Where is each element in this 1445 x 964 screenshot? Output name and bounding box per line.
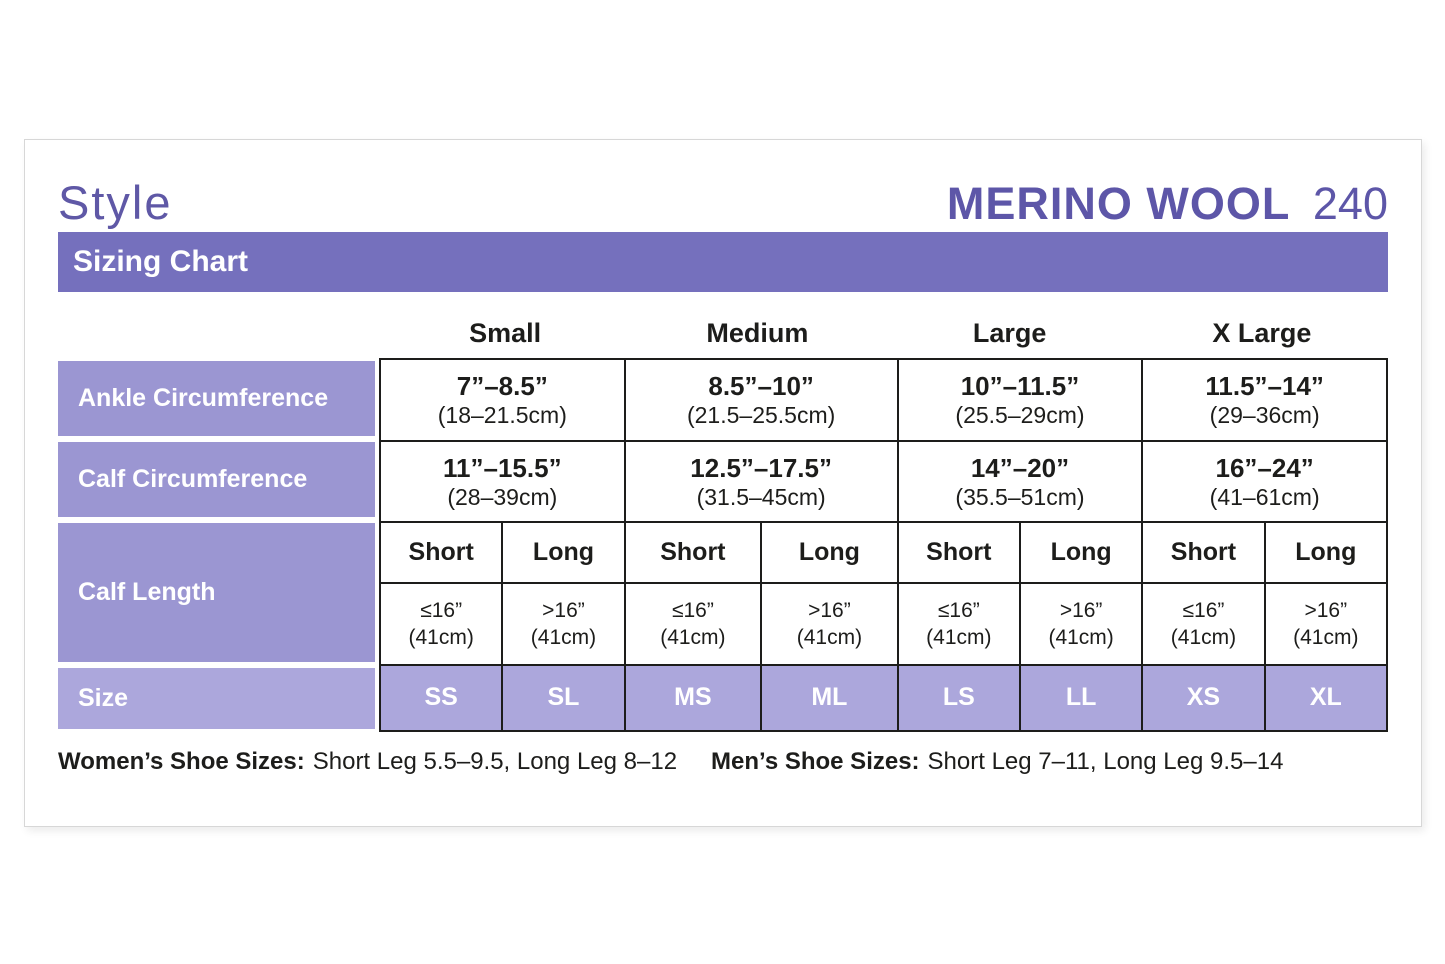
ankle-cell-large	[898, 359, 1143, 441]
brand-name: MERINO WOOL	[946, 178, 1291, 229]
shoe-sizes-footnote	[58, 748, 1388, 776]
size-code-cell: LS	[898, 665, 1020, 731]
size-code-cell: SS	[380, 665, 502, 731]
ankle-inches-x-large: 11.5”–14”	[1205, 370, 1324, 401]
calf-cm-x-large: (41–61cm)	[1209, 483, 1320, 510]
column-header-small: Small	[469, 317, 542, 348]
size-code-cell: LL	[1020, 665, 1142, 731]
banner-title: Sizing Chart	[73, 245, 249, 278]
leg-type-cell: Short	[1142, 522, 1264, 583]
ankle-inches-medium: 8.5”–10”	[708, 370, 814, 401]
calf-inches-medium: 12.5”–17.5”	[690, 452, 832, 483]
leg-type-cell: Short	[380, 522, 502, 583]
ankle-cm-large: (25.5–29cm)	[955, 402, 1085, 429]
calf-circumference-row	[380, 441, 1387, 523]
mens-shoe-sizes-text: Short Leg 7–11, Long Leg 9.5–14	[927, 748, 1284, 775]
calf-length-cell: >16” (41cm)	[502, 583, 624, 665]
leg-type-cell: Long	[1020, 522, 1142, 583]
size-column-headers	[58, 314, 1388, 352]
ankle-cell-small	[380, 359, 625, 441]
ankle-circumference-row	[380, 359, 1387, 441]
row-label-size: Size	[58, 665, 375, 732]
calf-length-cell: >16” (41cm)	[1020, 583, 1142, 665]
leg-type-cell: Short	[625, 522, 762, 583]
ankle-cell-medium	[625, 359, 898, 441]
row-label-calf-length: Calf Length	[58, 520, 375, 665]
calf-inches-large: 14”–20”	[970, 452, 1070, 483]
calf-cell-large	[898, 441, 1143, 523]
sizing-data-table	[379, 358, 1388, 732]
calf-inches-x-large: 16”–24”	[1215, 452, 1314, 483]
header-row	[58, 164, 1388, 229]
leg-type-cell: Long	[761, 522, 898, 583]
brand-number: 240	[1312, 178, 1388, 229]
size-code-cell: XS	[1142, 665, 1264, 731]
leg-type-cell: Short	[898, 522, 1020, 583]
column-header-large: Large	[972, 317, 1047, 348]
row-label-ankle-circumference: Ankle Circumference	[58, 358, 375, 439]
column-header-x-large: X Large	[1212, 317, 1312, 348]
calf-length-values-row	[380, 583, 1387, 665]
ankle-cm-small: (18–21.5cm)	[437, 402, 567, 429]
calf-cell-x-large	[1142, 441, 1387, 523]
leg-type-cell: Long	[1265, 522, 1387, 583]
ankle-cell-x-large	[1142, 359, 1387, 441]
womens-shoe-sizes-text: Short Leg 5.5–9.5, Long Leg 8–12	[312, 748, 678, 775]
size-code-cell: ML	[761, 665, 898, 731]
page-title: Style	[58, 176, 173, 229]
sizing-chart-banner	[58, 232, 1388, 292]
size-code-cell: MS	[625, 665, 762, 731]
size-code-row	[380, 665, 1387, 731]
leg-type-cell: Long	[502, 522, 624, 583]
calf-cm-medium: (31.5–45cm)	[696, 483, 826, 510]
brand-title	[946, 178, 1388, 229]
womens-shoe-sizes-label: Women’s Shoe Sizes:	[58, 748, 305, 775]
calf-length-cell: >16” (41cm)	[1265, 583, 1387, 665]
ankle-cm-medium: (21.5–25.5cm)	[686, 402, 836, 429]
calf-length-cell: >16” (41cm)	[761, 583, 898, 665]
size-code-cell: SL	[502, 665, 624, 731]
mens-shoe-sizes-label: Men’s Shoe Sizes:	[711, 748, 920, 775]
calf-length-cell: ≤16” (41cm)	[898, 583, 1020, 665]
row-label-calf-circumference: Calf Circumference	[58, 439, 375, 520]
row-label-column	[58, 358, 375, 732]
sizing-chart-card	[24, 139, 1422, 827]
ankle-inches-small: 7”–8.5”	[456, 370, 548, 401]
calf-cm-small: (28–39cm)	[447, 483, 558, 510]
leg-type-header-row	[380, 522, 1387, 583]
column-header-medium: Medium	[706, 317, 809, 348]
calf-cm-large: (35.5–51cm)	[955, 483, 1085, 510]
calf-inches-small: 11”–15.5”	[443, 452, 562, 483]
calf-length-cell: ≤16” (41cm)	[1142, 583, 1264, 665]
calf-length-cell: ≤16” (41cm)	[380, 583, 502, 665]
size-code-cell: XL	[1265, 665, 1387, 731]
sizing-table	[58, 358, 1388, 732]
ankle-inches-large: 10”–11.5”	[960, 370, 1080, 401]
ankle-cm-x-large: (29–36cm)	[1209, 402, 1320, 429]
calf-length-cell: ≤16” (41cm)	[625, 583, 762, 665]
calf-cell-medium	[625, 441, 898, 523]
calf-cell-small	[380, 441, 625, 523]
